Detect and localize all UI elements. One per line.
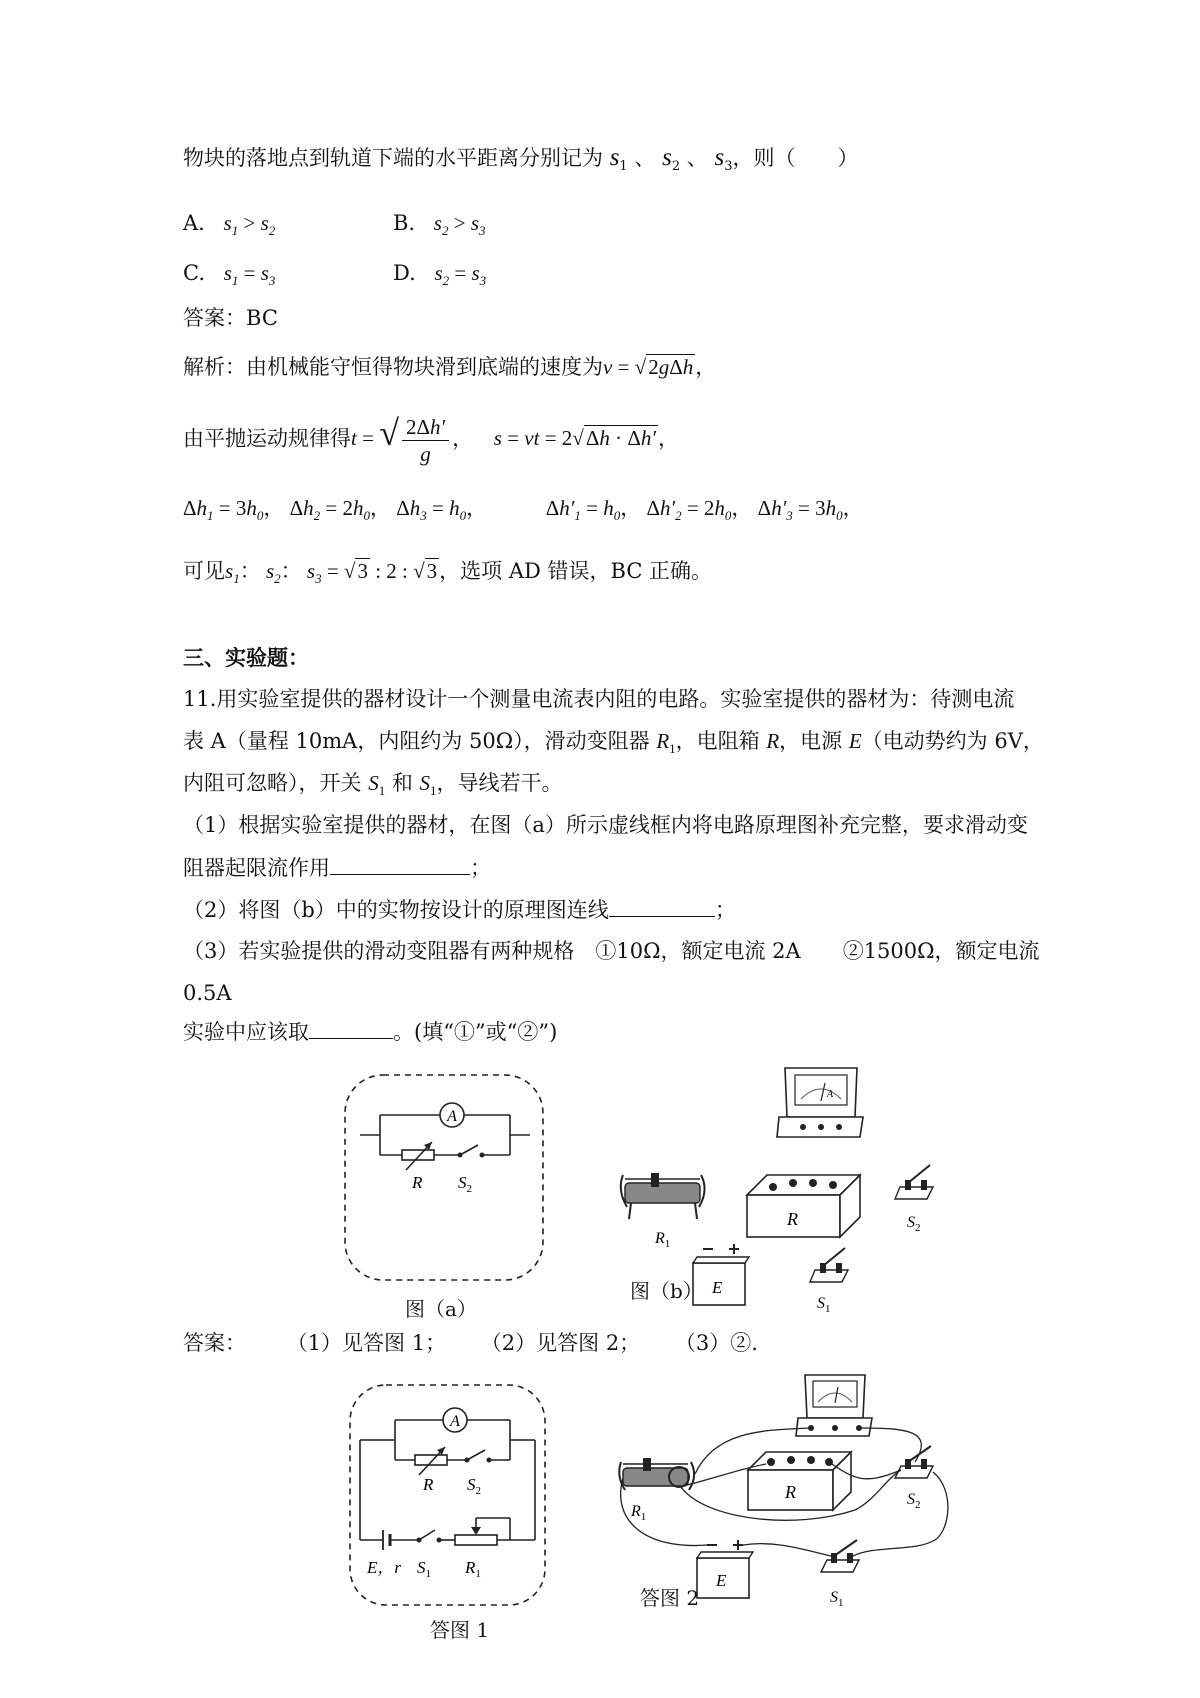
option-d-expr: $s_2 = s_3$ (434, 261, 487, 288)
analysis-1-text: 由机械能守恒得物块滑到底端的速度为 (246, 355, 603, 379)
answer-blank-3[interactable] (309, 1016, 393, 1039)
figure-a-circuit (340, 1070, 550, 1285)
conclusion-pre: 可见 (183, 559, 225, 583)
part3-line3-a: 实验中应该取 (183, 1020, 309, 1044)
s1-device-label: $S_1$ (817, 1295, 831, 1315)
option-b-expr: $s_2 > s_3$ (433, 211, 486, 238)
ans1-s2-label: $S_2$ (467, 1475, 481, 1497)
ans1-r-label: R (423, 1475, 434, 1494)
answer-value: BC (246, 306, 278, 330)
option-b-label: B. (393, 211, 416, 235)
sep-1: 、 (634, 146, 656, 170)
option-a-expr: $s_1 > s_2$ (223, 211, 276, 238)
q10-stem (183, 143, 858, 182)
analysis-conclusion (183, 556, 712, 594)
analysis-2-text: 由平抛运动规律得 (183, 426, 351, 451)
ans1-r1-label: $R_1$ (465, 1558, 481, 1580)
switch-s1-device (810, 1248, 848, 1282)
ans1-e-label: E，r (367, 1558, 401, 1577)
q11-l3-a: 内阻可忽略），开关 (183, 771, 369, 795)
ammeter-device (777, 1068, 863, 1137)
section-title: 三、实验题： (183, 645, 309, 670)
s2-var: s (662, 144, 672, 171)
s2-sub: 2 (671, 159, 681, 174)
q11-stem-line-2 (183, 726, 1044, 764)
q11-stem-line-3 (183, 768, 563, 806)
fig-b-caption: 图（b） (630, 1279, 703, 1303)
r-device-label: R (787, 1209, 798, 1229)
s1-symbol-second: $S_1$ (419, 771, 437, 798)
analysis-line-1 (183, 352, 716, 382)
q11-l3-c: ，导线若干。 (436, 771, 563, 795)
q11-answer-label: 答案： (183, 1331, 246, 1355)
q10-answer (183, 303, 278, 333)
part3-line3-b: 。(填“①”或“②”) (393, 1020, 558, 1044)
q11-part3-line-2: 0.5A (183, 981, 232, 1005)
analysis-line-2: 由平抛运动规律得t = √ $\frac{2\Delta h'}{g}$ ， s = vt = 2√Δh · Δh′， (183, 413, 679, 466)
q11-answer-1: （1）见答图 1； (286, 1331, 447, 1355)
option-d (393, 258, 486, 296)
conclusion-post: ，选项 AD 错误，BC 正确。 (439, 559, 713, 583)
sep-2: 、 (686, 146, 708, 170)
s1-var: s (609, 144, 620, 171)
q11-l2-b: ，电阻箱 (675, 729, 767, 753)
answer-blank-2[interactable] (609, 894, 715, 917)
ans2-r-label: R (785, 1482, 796, 1502)
ans1-s1-label: $S_1$ (417, 1558, 431, 1580)
r1-device-label: $R_1$ (655, 1230, 671, 1250)
ans-fig2-caption: 答图 2 (640, 1586, 700, 1610)
analysis-line-3 (183, 493, 864, 531)
option-c-label: C. (183, 261, 205, 285)
q10-stem-text: 物块的落地点到轨道下端的水平距离分别记为 (183, 146, 603, 170)
answer-figure-2-wiring (615, 1370, 960, 1615)
switch-s2-device (895, 1165, 933, 1199)
s2-device-label: $S_2$ (907, 1214, 921, 1234)
q10-stem-end: ，则（ ） (732, 146, 859, 170)
ans1-ammeter-label: A (450, 1413, 460, 1430)
ans2-r1-label: $R_1$ (631, 1503, 647, 1523)
part1-end: ； (470, 856, 491, 880)
s2-label: $S_2$ (458, 1173, 472, 1195)
analysis-label: 解析： (183, 355, 246, 379)
part2-end: ； (714, 898, 736, 922)
option-c (183, 258, 275, 296)
q11-l3-b: 和 (385, 771, 420, 795)
option-d-label: D. (393, 261, 416, 285)
analysis-1-end: ， (695, 355, 717, 379)
ans2-e-label: E (716, 1571, 727, 1590)
option-c-expr: $s_1 = s_3$ (223, 261, 276, 288)
q11-answer-2: （2）见答图 2； (480, 1331, 641, 1355)
q11-answer (183, 1328, 758, 1358)
e-device-label: E (712, 1278, 723, 1297)
svg-text:A: A (827, 1089, 834, 1100)
resistor-box-symbol (402, 1150, 434, 1160)
q11-part2 (183, 894, 736, 925)
ratio-formula: $s_1$： $s_2$： $s_3 = √3$ : 2 : √3 (225, 559, 438, 586)
s3-sub: 3 (724, 159, 733, 174)
r-label: R (412, 1173, 423, 1192)
resistor-box-device (747, 1175, 860, 1237)
q11-l2-d: （电动势约为 6V， (861, 729, 1044, 753)
option-b (393, 208, 486, 246)
r1-symbol: $R_1$ (656, 729, 676, 756)
switch-s2-symbol (460, 1145, 478, 1155)
s1-symbol: $S_1$ (368, 771, 386, 798)
distance-formula: s = vt = 2√Δh · Δh′ (493, 426, 656, 451)
part1-line2-text: 阻器起限流作用 (183, 856, 330, 880)
q11-l2-c: ，电源 (779, 729, 849, 753)
rheostat-device (621, 1173, 705, 1219)
part2-text: （2）将图（b）中的实物按设计的原理图连线 (183, 898, 609, 922)
r-symbol: R (766, 729, 780, 753)
q11-part1-line-2 (183, 852, 491, 883)
ans2-s1-label: $S_1$ (830, 1589, 844, 1609)
q11-part1-line-1: （1）根据实验室提供的器材，在图（a）所示虚线框内将电路原理图补充完整，要求滑动变 (183, 813, 1028, 837)
q11-l2-a: 表 A（量程 10mA，内阻约为 50Ω），滑动变阻器 (183, 729, 657, 753)
s1-sub: 1 (619, 159, 628, 174)
ans-fig1-caption: 答图 1 (430, 1618, 490, 1642)
answer-blank-1[interactable] (330, 852, 470, 875)
option-a (183, 208, 275, 246)
height-values: $\Delta h_1 = 3h_0$， $\Delta h_2 = 2h_0$， $\Delta h_3 = h_0$， (183, 496, 488, 523)
answer-figure-1-circuit (345, 1380, 550, 1610)
q11-answer-3: （3）②. (674, 1331, 758, 1355)
option-a-label: A. (183, 211, 205, 235)
ans2-s2-label: $S_2$ (907, 1491, 921, 1511)
q11-part3-line-3 (183, 1016, 557, 1047)
answer-label: 答案： (183, 306, 246, 330)
ammeter-label: A (447, 1108, 457, 1125)
velocity-formula: v = √2gΔh (603, 355, 694, 379)
q11-stem-line-1: 11.用实验室提供的器材设计一个测量电流表内阻的电路。实验室提供的器材为：待测电流 (183, 687, 1015, 711)
fig-a-caption: 图（a） (405, 1297, 477, 1321)
s3-var: s (714, 144, 725, 171)
e-symbol: E (848, 729, 862, 753)
height-prime-values: $\Delta h'_1 = h_0$， $\Delta h'_2 = 2h_0$， $\Delta h'_3 = 3h_0$， (545, 496, 864, 523)
q11-part3-line-1: （3）若实验提供的滑动变阻器有两种规格 ①10Ω，额定电流 2A ②1500Ω，额定电流 (183, 939, 1040, 963)
time-formula: t = √ $\frac{2\Delta h'}{g}$ (351, 426, 452, 450)
